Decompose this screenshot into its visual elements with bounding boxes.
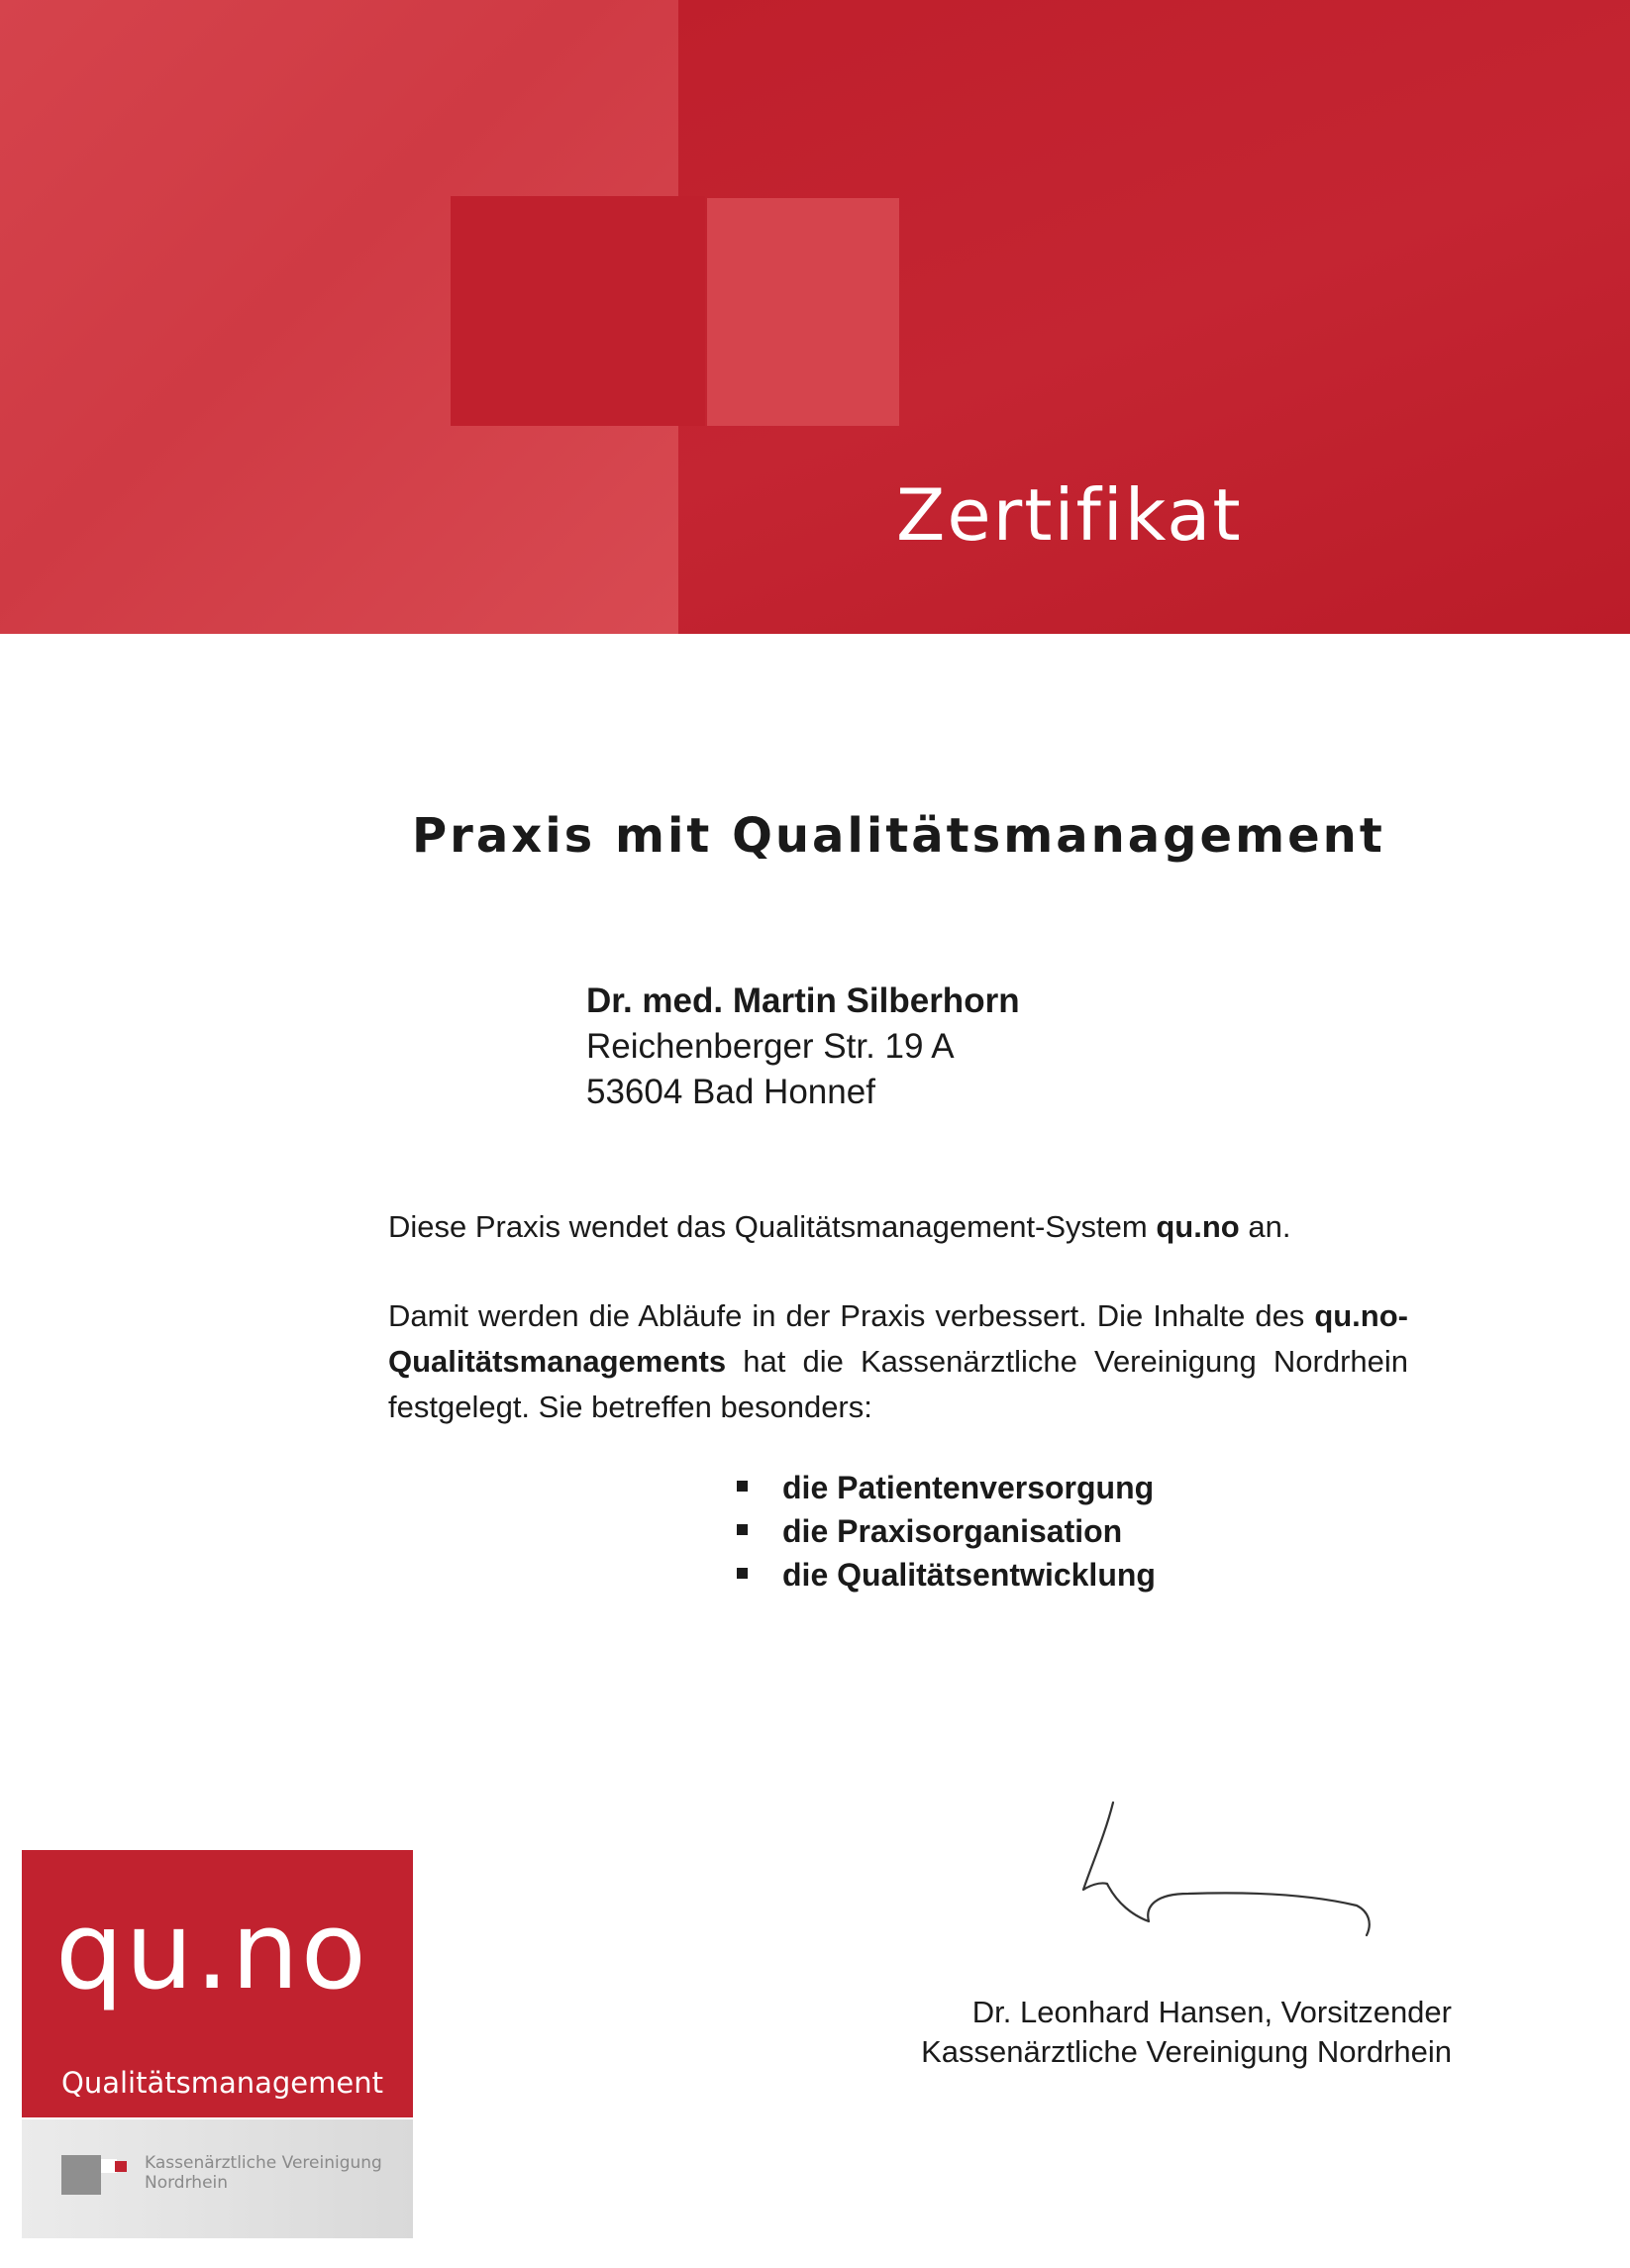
- kv-text-line1: Kassenärztliche Vereinigung: [145, 2153, 382, 2173]
- decorative-square-light: [707, 198, 899, 426]
- header-band: [0, 0, 1630, 634]
- recipient-street: Reichenberger Str. 19 A: [586, 1027, 955, 1066]
- logo-subtitle: Qualitätsmanagement: [61, 2066, 383, 2100]
- list-item: [733, 1509, 1156, 1553]
- recipient-city: 53604 Bad Honnef: [586, 1073, 875, 1111]
- bullet-square-icon: [737, 1524, 748, 1535]
- system-name: qu.no: [1156, 1209, 1240, 1244]
- paragraph-system-end: an.: [1239, 1209, 1291, 1244]
- decorative-square-dark: [451, 196, 705, 426]
- paragraph-system-text: Diese Praxis wendet das Qualitätsmanagement-System: [388, 1209, 1157, 1244]
- qm-name: qu.no-Qualitätsmanagements: [388, 1298, 1408, 1379]
- paragraph-content-text: Damit werden die Abläufe in der Praxis verbessert. Die Inhalte des: [388, 1298, 1315, 1333]
- topic-list: [733, 1466, 1156, 1597]
- list-item-label: die Praxisorganisation: [782, 1513, 1123, 1549]
- kv-mark-icon: [57, 2149, 131, 2201]
- main-heading: Praxis mit Qualitätsmanagement: [412, 808, 1385, 864]
- signer-name: Dr. Leonhard Hansen, Vorsitzender: [971, 1995, 1452, 2029]
- list-item-label: die Patientenversorgung: [782, 1470, 1155, 1505]
- kv-text-line2: Nordrhein: [145, 2173, 229, 2193]
- logo-wordmark: qu.no: [55, 1890, 368, 2013]
- list-item: [733, 1466, 1156, 1509]
- signature: [1070, 1795, 1406, 1973]
- signer-organization: Kassenärztliche Vereinigung Nordrhein: [921, 2034, 1452, 2069]
- kv-logo: [22, 2119, 413, 2238]
- recipient-address: [586, 979, 1020, 1115]
- recipient-name: Dr. med. Martin Silberhorn: [586, 981, 1020, 1020]
- kv-text: [145, 2153, 382, 2193]
- certificate-title: Zertifikat: [896, 473, 1243, 557]
- paragraph-content: [388, 1293, 1408, 1430]
- paragraph-system: [388, 1204, 1369, 1250]
- list-item-label: die Qualitätsentwicklung: [782, 1557, 1156, 1593]
- signer-block: [921, 1993, 1452, 2072]
- quno-logo: [22, 1850, 413, 2117]
- bullet-square-icon: [737, 1481, 748, 1492]
- bullet-square-icon: [737, 1568, 748, 1579]
- paragraph-content-end: hat die Kassenärztliche Vereinigung Nordrhein festgelegt. Sie betreffen besonders:: [388, 1344, 1408, 1424]
- list-item: [733, 1553, 1156, 1597]
